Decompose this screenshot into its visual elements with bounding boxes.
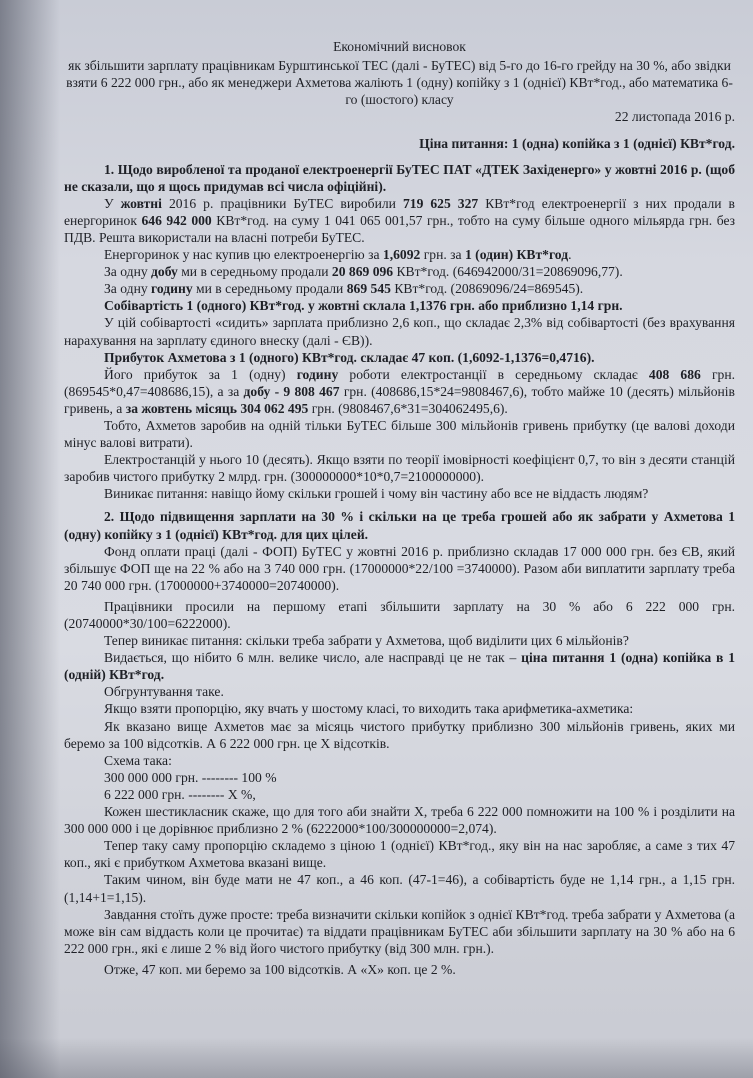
text: КВт*год. (20869096/24=869545).	[390, 281, 584, 297]
text: грн. (9808467,6*31=304062495,6).	[308, 400, 508, 416]
s1-paragraph-4	[64, 280, 735, 297]
section-2-heading: 2. Щодо підвищення зарплати на 30 % і скільки на це треба грошей або як забрати у Ахметова 1 (одну) копійку з 1 (однієї) КВт*год. для цих цілей.	[64, 509, 735, 542]
text: За одну	[104, 281, 152, 297]
s2-paragraph-1: Фонд оплати праці (далі - ФОП) БуТЕС у жовтні 2016 р. приблизно складав 17 000 000 грн. без ЄВ, який збільшує ФОП ще на 22 % або на 3 740 000 грн. (17000000*22/100 =3740000). Разом аби виплатити зарплату треба 20 740 000 грн. (17000000+3740000=20740000).	[64, 543, 735, 593]
text-bold: добу	[151, 264, 178, 280]
document-subtitle: як збільшити зарплату працівникам Бурштинської ТЕС (далі - БуТЕС) від 5-го до 16-го грейду на 30 %, або звідки взяти 6 222 000 грн., або як менеджери Ахметова жаліють 1 (одну) копійку з 1 (однієї) КВт*год., або математика 6-го (шостого) класу	[66, 58, 733, 108]
text: .	[568, 247, 572, 263]
s2-paragraph-7: Як вказано вище Ахметов має за місяць чистого прибутку приблизно 300 мільйонів гривень, яких ми беремо за 100 відсотків. А 6 222 000 грн. це Х відсотків.	[64, 718, 735, 751]
s2-paragraph-9: Кожен шестикласник скаже, що для того аби знайти Х, треба 6 222 000 помножити на 100 % і розділити на 300 000 000 і це дорівнює приблизно 2 % (6222000*100/300000000=2,074).	[64, 804, 735, 837]
s1-paragraph-1	[64, 195, 735, 246]
s2-paragraph-6: Якщо взяти пропорцію, яку вчать у шостому класі, то виходить така арифметика-ахметика:	[104, 701, 634, 717]
s2-paragraph-12: Завдання стоїть дуже просте: треба визначити скільки копійок з однієї КВт*год. треба забрати у Ахметова (а може він сам віддасть коли це прочитає) та віддати працівникам БуТЕС аби збільшити зарплату на 30 % або на 6 222 000 грн., які є лише 2 % від його чистого прибутку (від 300 млн. грн.).	[64, 906, 735, 956]
text: За одну	[104, 264, 152, 280]
text-bold: 20 869 096	[331, 264, 394, 280]
text-bold: жовтні	[120, 195, 162, 211]
s1-paragraph-3	[64, 263, 735, 280]
text-bold: добу - 9 808 467	[243, 383, 340, 399]
text: КВт*год електроенергії з них продали в енергоринок	[64, 195, 735, 228]
s1-paragraph-10: Електростанцій у нього 10 (десять). Якщо взяти по теорії імовірності коефіцієнт 0,7, то він з десяти станцій заробив чистого прибутку 2 млрд. грн. (300000000*10*0,7=2100000000).	[64, 452, 735, 485]
text: У	[104, 195, 121, 211]
s1-paragraph-6: У цій собівартості «сидить» зарплата приблизно 2,6 коп., що складає 2,3% від собівартості (без врахування нарахування на зарплату єдиного внеску (далі - ЄВ)).	[64, 315, 735, 348]
s1-paragraph-5: Собівартість 1 (одного) КВт*год. у жовтні склала 1,1376 грн. або приблизно 1,14 грн.	[104, 298, 623, 314]
text: ми в середньому продали	[192, 281, 347, 297]
s2-paragraph-2: Працівники просили на першому етапі збільшити зарплату на 30 % або 6 222 000 грн. (20740000*30/100=6222000).	[64, 598, 735, 631]
text-bold: 646 942 000	[141, 212, 212, 228]
s2-paragraph-3: Тепер виникає питання: скільки треба забрати у Ахметова, щоб виділити цих 6 мільйонів?	[104, 633, 629, 649]
schema-line-2: 6 222 000 грн. -------- Х %,	[104, 786, 256, 802]
text-bold: 1 (один) КВт*год	[464, 247, 569, 263]
text: роботи електростанції в середньому складає	[338, 366, 649, 382]
text: грн. за	[420, 247, 465, 263]
s1-paragraph-11: Виникає питання: навіщо йому скільки грошей і чому він частину або все не віддасть людям?	[104, 486, 649, 502]
s1-paragraph-8	[64, 366, 735, 417]
price-line: Ціна питання: 1 (одна) копійка з 1 (однієї) КВт*год.	[419, 136, 735, 152]
text: КВт*год. на суму 1 041 065 001,57 грн., тобто на суму більше одного мільярда грн. без ПДВ. Решта використали на власні потреби БуТЕС.	[64, 212, 736, 245]
text-bold: 408 686	[648, 366, 701, 382]
text: 2016 р. працівники БуТЕС виробили	[161, 195, 403, 211]
text-bold: 1,6092	[382, 247, 421, 263]
text-bold: 869 545	[346, 281, 391, 297]
s2-paragraph-8: Схема така:	[104, 752, 172, 768]
text-bold: годину	[151, 281, 193, 297]
s1-paragraph-7: Прибуток Ахметова з 1 (одного) КВт*год. складає 47 коп. (1,6092-1,1376=0,4716).	[104, 349, 595, 365]
text: Його прибуток за 1 (одну)	[104, 366, 297, 382]
section-1-heading: 1. Щодо виробленої та проданої електроенергії БуТЕС ПАТ «ДТЕК Західенерго» у жовтні 2016 р. (щоб не сказали, що я щось придумав всі числа офіційні).	[64, 161, 735, 194]
s2-paragraph-5: Обгрунтування таке.	[104, 684, 224, 700]
text: ми в середньому продали	[177, 264, 332, 280]
text: Видається, що нібито 6 млн. велике число, але насправді це не так –	[104, 650, 522, 666]
text-bold: ціна питання 1 (одна) копійка в 1 (одній) КВт*год.	[64, 650, 735, 683]
s2-paragraph-11: Таким чином, він буде мати не 47 коп., а 46 коп. (47-1=46), а собівартість буде не 1,14 грн., а 1,15 грн. (1,14+1=1,15).	[64, 872, 735, 905]
text-bold: за жовтень місяць 304 062 495	[125, 400, 309, 416]
text-bold: годину	[296, 366, 339, 382]
text: КВт*год. (646942000/31=20869096,77).	[393, 264, 623, 280]
text: Енергоринок у нас купив цю електроенергію за	[104, 247, 383, 263]
text: грн. (869545*0,47=408686,15), а за	[64, 366, 735, 399]
s2-paragraph-13: Отже, 47 коп. ми беремо за 100 відсотків. А «Х» коп. це 2 %.	[104, 961, 456, 977]
document-title: Економічний висновок	[333, 39, 466, 54]
s2-paragraph-4	[64, 649, 735, 683]
schema-line-1: 300 000 000 грн. -------- 100 %	[104, 769, 277, 785]
document-date: 22 листопада 2016 р.	[614, 109, 735, 125]
s1-paragraph-2	[64, 246, 735, 263]
text-bold: 719 625 327	[402, 195, 479, 211]
s1-paragraph-9: Тобто, Ахметов заробив на одній тільки БуТЕС більше 300 мільйонів гривень прибутку (це валові доходи мінус валові витрати).	[64, 417, 735, 451]
text: грн. (408686,15*24=9808467,6), тобто майже 10 (десять) мільйонів гривень, а	[64, 383, 735, 416]
s2-paragraph-10: Тепер таку саму пропорцію складемо з ціною 1 (однієї) КВт*год., яку він на нас заробляє, а саме з тих 47 коп., які є прибутком Ахметова вказані вище.	[64, 838, 735, 871]
